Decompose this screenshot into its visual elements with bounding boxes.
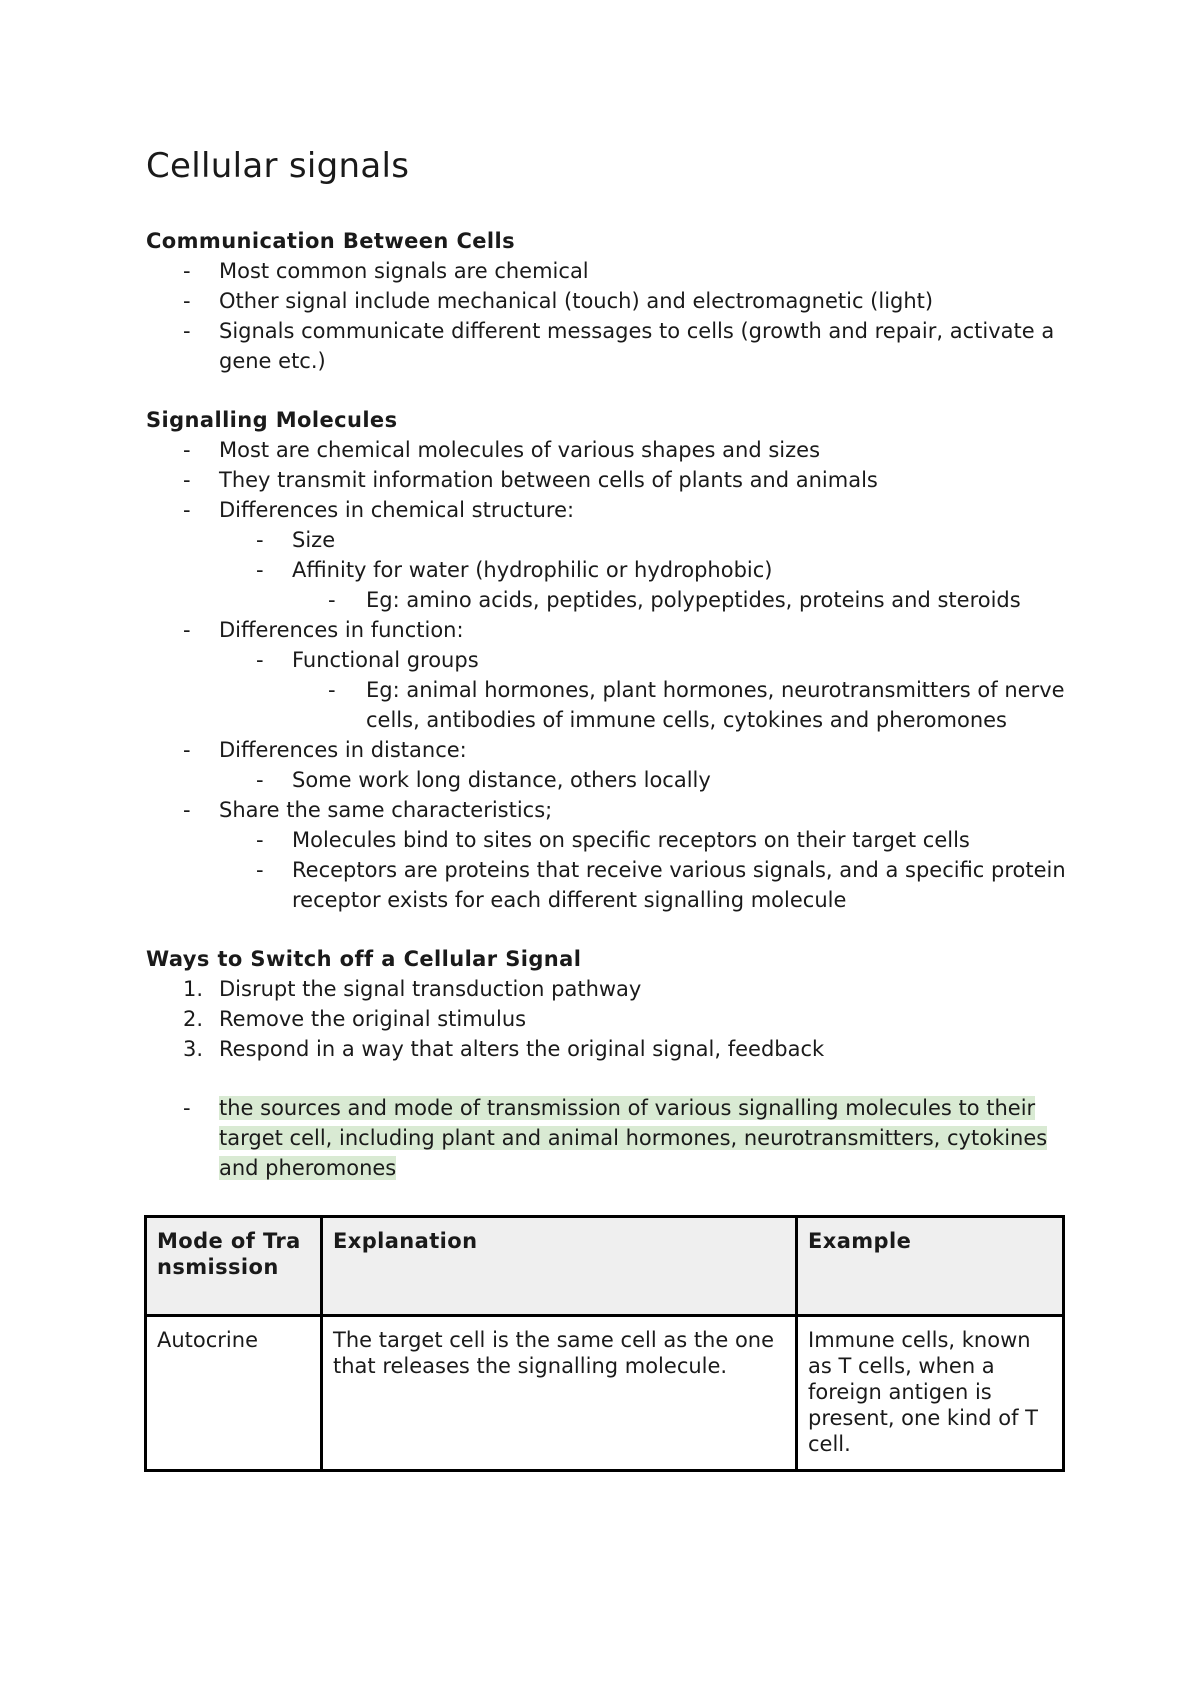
bullet-marker: - bbox=[183, 1096, 191, 1120]
list-item bbox=[146, 615, 1066, 645]
list-item bbox=[146, 645, 1066, 675]
list-item bbox=[146, 495, 1066, 525]
bullet-marker: - bbox=[256, 648, 264, 672]
list-item-text: Size bbox=[292, 528, 336, 552]
list-item bbox=[146, 1034, 1066, 1064]
bullet-marker: - bbox=[183, 738, 191, 762]
section-heading: Signalling Molecules bbox=[146, 408, 398, 432]
bullet-marker: - bbox=[256, 828, 264, 852]
list-item-text: Eg: amino acids, peptides, polypeptides, proteins and steroids bbox=[366, 588, 1021, 612]
list-item-text: Receptors are proteins that receive various signals, and a specific protein receptor exists for each different signalling molecule bbox=[292, 858, 1066, 912]
list-item-text: Disrupt the signal transduction pathway bbox=[219, 977, 642, 1001]
list-item-text: Affinity for water (hydrophilic or hydrophobic) bbox=[292, 558, 773, 582]
list-item-text: Other signal include mechanical (touch) and electromagnetic (light) bbox=[219, 289, 934, 313]
list-item-text: Most common signals are chemical bbox=[219, 259, 589, 283]
list-item bbox=[146, 585, 1066, 615]
list-item bbox=[146, 855, 1066, 915]
table-header-row bbox=[146, 1217, 1064, 1316]
bullet-marker: - bbox=[256, 858, 264, 882]
number-marker: 1. bbox=[183, 977, 204, 1001]
table-cell: The target cell is the same cell as the one that releases the signalling molecule. bbox=[322, 1316, 797, 1471]
table-cell: Immune cells, known as T cells, when a foreign antigen is present, one kind of T cell. bbox=[797, 1316, 1064, 1471]
bullet-marker: - bbox=[256, 768, 264, 792]
list-item bbox=[146, 974, 1066, 1004]
bullet-marker: - bbox=[183, 618, 191, 642]
list-item-text: Remove the original stimulus bbox=[219, 1007, 527, 1031]
list-item bbox=[146, 1004, 1066, 1034]
bullet-list bbox=[146, 435, 1066, 915]
list-item bbox=[146, 555, 1066, 585]
section-signalling-molecules bbox=[146, 405, 1066, 915]
number-marker: 2. bbox=[183, 1007, 204, 1031]
list-item-text: Differences in chemical structure: bbox=[219, 498, 575, 522]
list-item bbox=[146, 525, 1066, 555]
list-item-text: Respond in a way that alters the original signal, feedback bbox=[219, 1037, 825, 1061]
list-item bbox=[146, 675, 1066, 735]
list-item-text: Share the same characteristics; bbox=[219, 798, 553, 822]
highlighted-list-item bbox=[146, 1093, 1066, 1183]
list-item-text: Functional groups bbox=[292, 648, 479, 672]
list-item bbox=[146, 435, 1066, 465]
bullet-marker: - bbox=[328, 588, 336, 612]
table-header-cell: Explanation bbox=[322, 1217, 797, 1316]
section-switch-off bbox=[146, 944, 1066, 1183]
table-row bbox=[146, 1316, 1064, 1471]
bullet-marker: - bbox=[256, 528, 264, 552]
list-item-text: Differences in distance: bbox=[219, 738, 467, 762]
list-item bbox=[146, 256, 1066, 286]
document-page bbox=[146, 140, 1066, 1472]
list-item bbox=[146, 765, 1066, 795]
bullet-marker: - bbox=[328, 678, 336, 702]
list-item bbox=[146, 286, 1066, 316]
table-header-cell: Mode of Transmission bbox=[146, 1217, 322, 1316]
number-marker: 3. bbox=[183, 1037, 204, 1061]
bullet-marker: - bbox=[183, 319, 191, 343]
transmission-table bbox=[144, 1215, 1065, 1472]
list-item bbox=[146, 316, 1066, 376]
bullet-list bbox=[146, 1093, 1066, 1183]
list-item-text: Some work long distance, others locally bbox=[292, 768, 711, 792]
bullet-marker: - bbox=[183, 468, 191, 492]
table-cell: Autocrine bbox=[146, 1316, 322, 1471]
list-item-text: Differences in function: bbox=[219, 618, 464, 642]
list-item-text: Eg: animal hormones, plant hormones, neurotransmitters of nerve cells, antibodies of immune cells, cytokines and pheromones bbox=[366, 678, 1065, 732]
highlighted-text: the sources and mode of transmission of various signalling molecules to their target cell, including plant and animal hormones, neurotransmitters, cytokines and pheromones bbox=[219, 1096, 1048, 1180]
table-header-cell: Example bbox=[797, 1217, 1064, 1316]
bullet-marker: - bbox=[183, 498, 191, 522]
list-item-text: Most are chemical molecules of various shapes and sizes bbox=[219, 438, 821, 462]
list-item bbox=[146, 735, 1066, 765]
numbered-list bbox=[146, 974, 1066, 1064]
list-item bbox=[146, 795, 1066, 825]
section-heading: Ways to Switch off a Cellular Signal bbox=[146, 947, 582, 971]
list-item bbox=[146, 465, 1066, 495]
section-communication bbox=[146, 226, 1066, 376]
list-item bbox=[146, 825, 1066, 855]
page-title: Cellular signals bbox=[146, 146, 410, 186]
list-item-text: Molecules bind to sites on specific receptors on their target cells bbox=[292, 828, 970, 852]
section-heading: Communication Between Cells bbox=[146, 229, 516, 253]
list-item-text: Signals communicate different messages to cells (growth and repair, activate a gene etc.) bbox=[219, 319, 1055, 373]
bullet-marker: - bbox=[183, 798, 191, 822]
bullet-list bbox=[146, 256, 1066, 376]
bullet-marker: - bbox=[183, 259, 191, 283]
list-item-text: They transmit information between cells of plants and animals bbox=[219, 468, 878, 492]
bullet-marker: - bbox=[183, 289, 191, 313]
bullet-marker: - bbox=[183, 438, 191, 462]
bullet-marker: - bbox=[256, 558, 264, 582]
